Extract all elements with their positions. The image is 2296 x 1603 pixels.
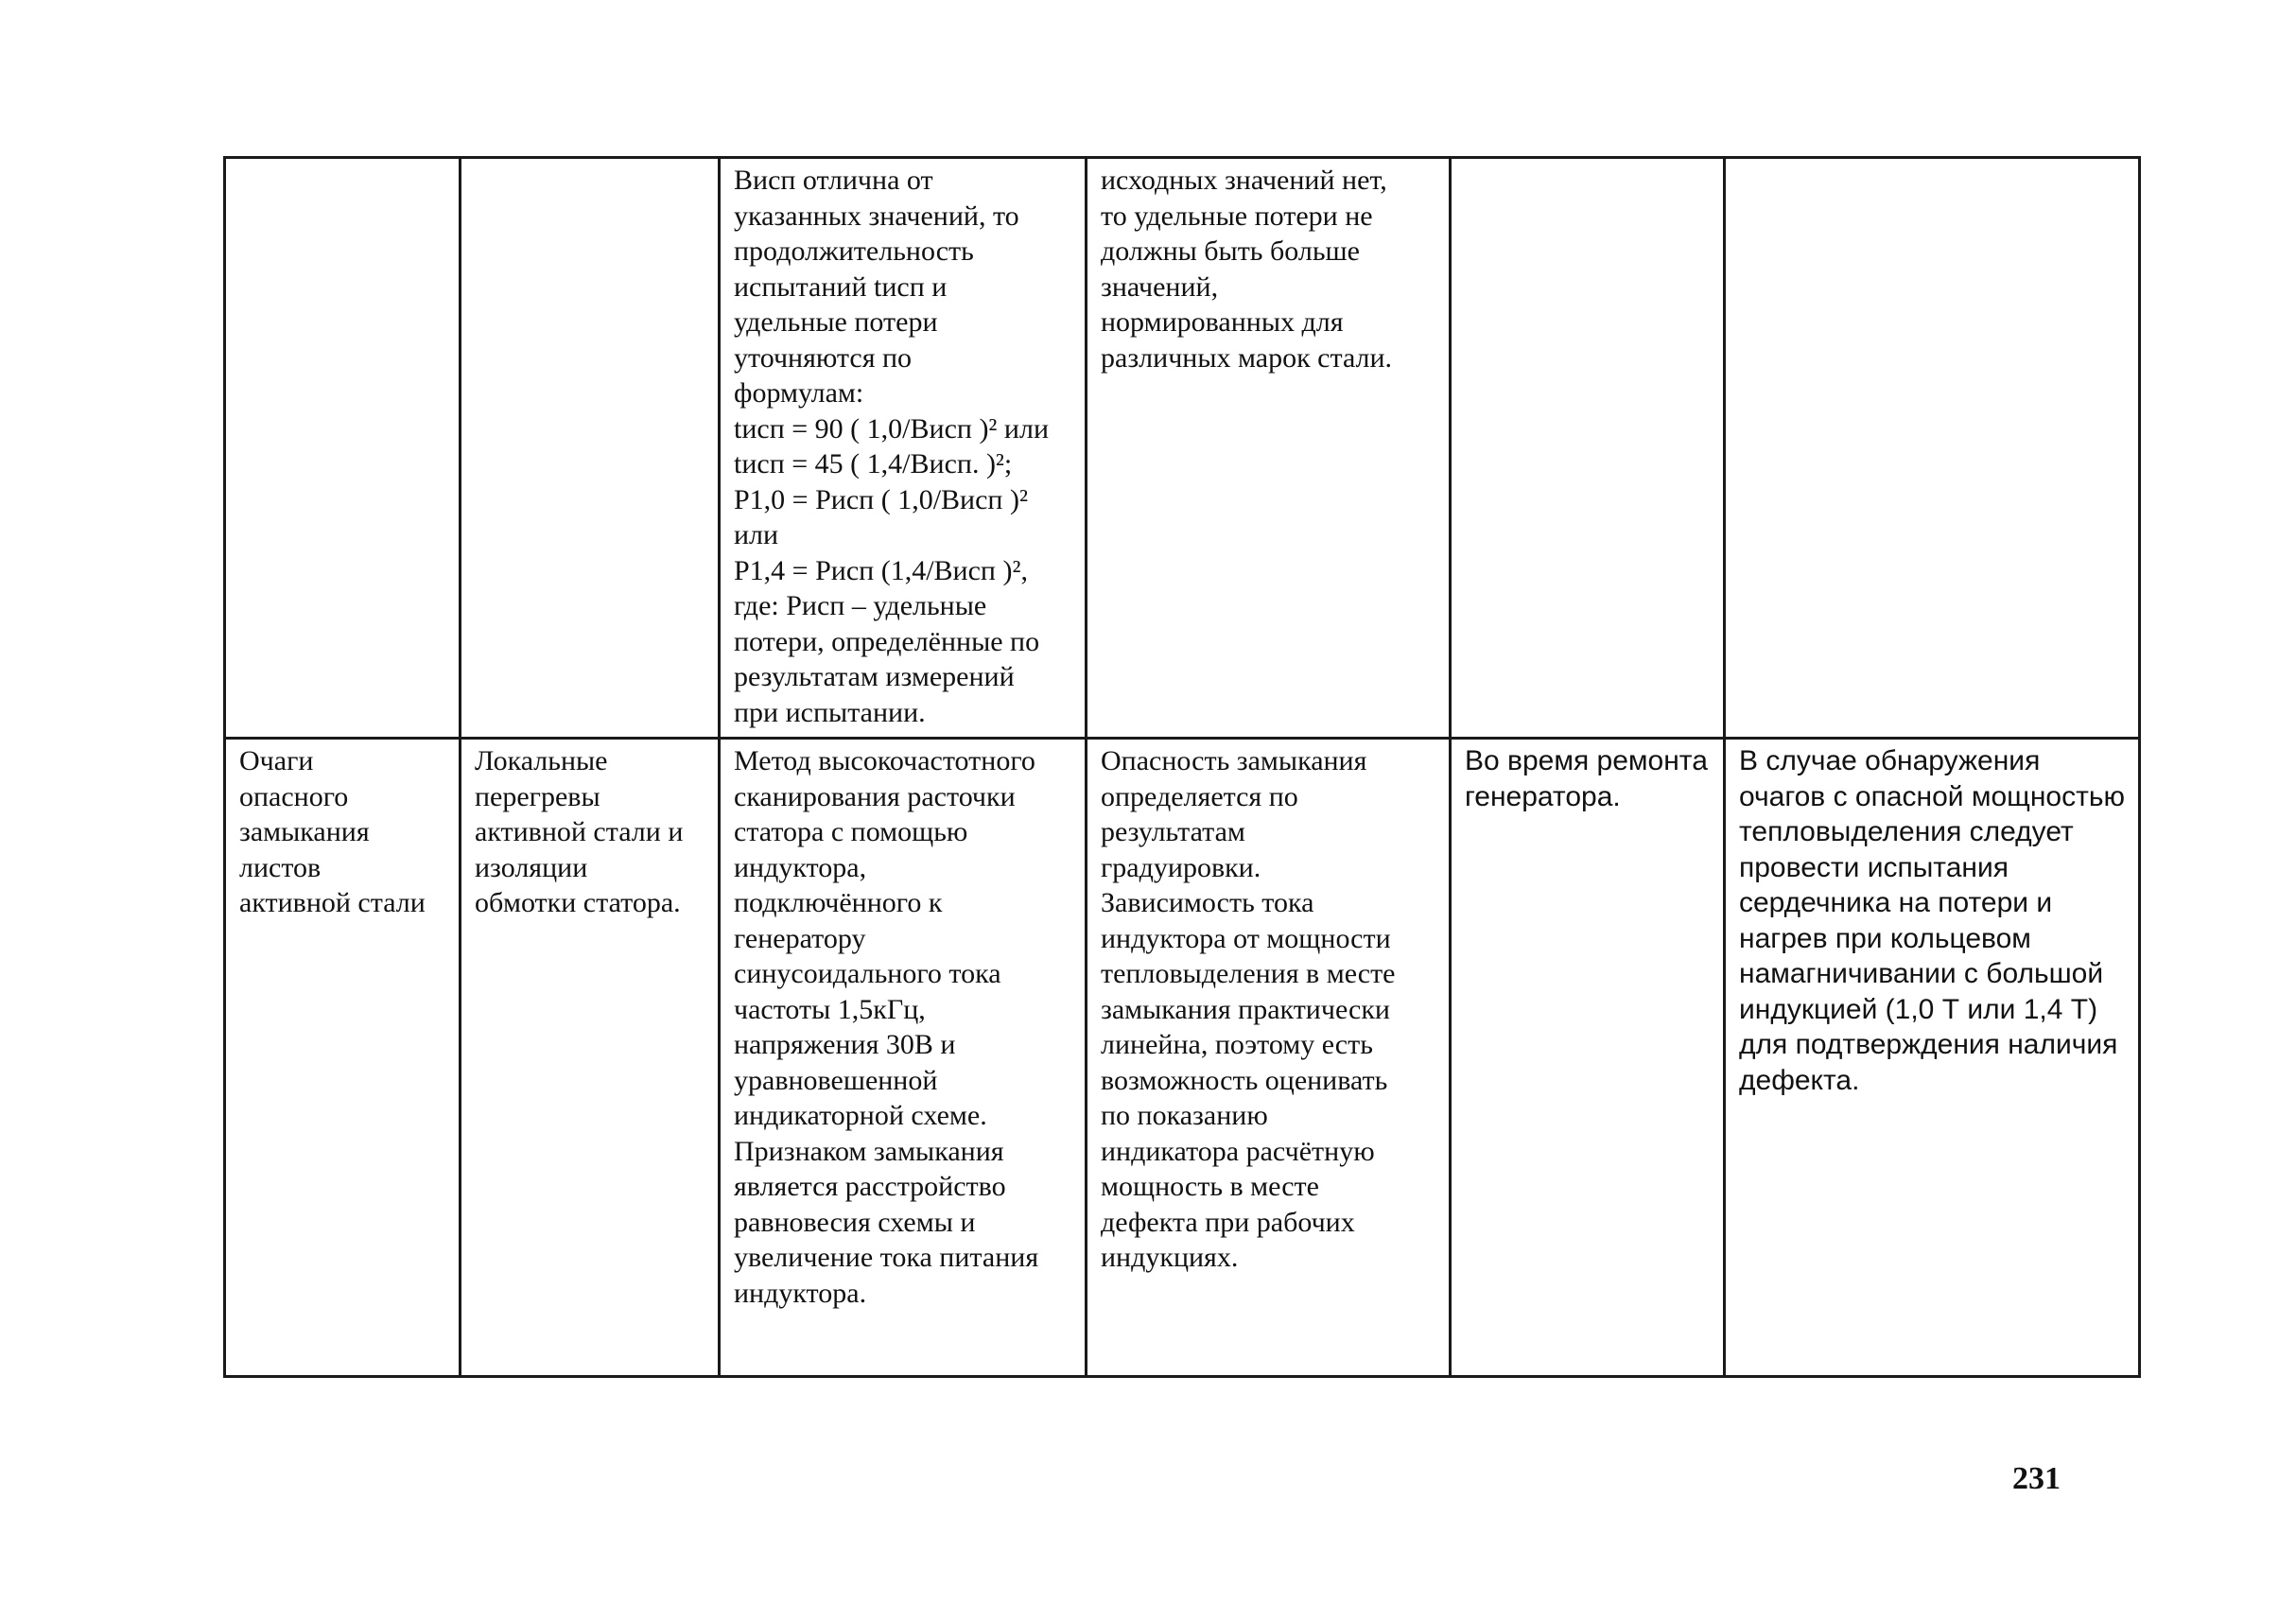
table-cell-notes [1725, 739, 2140, 1377]
table-cell-method [720, 739, 1087, 1377]
table-cell-object [225, 739, 461, 1377]
table-cell-notes [1725, 158, 2140, 739]
table-cell-timing [1451, 158, 1725, 739]
cell-text: Очаги опасного замыкания листов активной стали [239, 745, 426, 918]
requirements-table [223, 156, 2141, 1378]
table-row [225, 158, 2140, 739]
table-row [225, 739, 2140, 1377]
cell-text: Локальные перегревы активной стали и изоляции обмотки статора. [475, 745, 684, 918]
table-cell-defect [461, 158, 720, 739]
table-cell-criteria [1087, 158, 1451, 739]
cell-text: Во время ремонта генератора. [1465, 745, 1708, 812]
table-cell-criteria [1087, 739, 1451, 1377]
table-cell-defect [461, 739, 720, 1377]
page-number: 231 [2012, 1461, 2061, 1496]
cell-text: исходных значений нет, то удельные потери не должны быть больше значений, нормированных для различных марок стали. [1101, 165, 1393, 374]
cell-text: Опасность замыкания определяется по результатам градуировки. Зависимость тока индуктора от мощности тепловыделения в месте замыкания практически линейна, поэтому есть возможность оценивать по показанию индикатора расчётную мощность в месте дефекта при рабочих индукциях. [1101, 745, 1396, 1273]
cell-text: В случае обнаружения очагов с опасной мощностью тепловыделения следует провести испытания сердечника на потери и нагрев при кольцевом намагничивании с большой индукцией (1,0 Т или 1,4 Т) для подтверждения наличия дефекта. [1739, 745, 2125, 1096]
table-cell-object [225, 158, 461, 739]
cell-text: Метод высокочастотного сканирования расточки статора с помощью индуктора, подключённого к генератору синусоидального тока частоты 1,5кГц, напряжения 30В и уравновешенной индикаторной схеме. Признаком замыкания является расстройство равновесия схемы и увеличение тока питания индуктора. [734, 745, 1039, 1309]
cell-text: Bисп отлична от указанных значений, то продолжительность испытаний tисп и удельные потери уточняются по формулам: tисп = 90 ( 1,0/Bисп )² или tисп = 45 ( 1,4/Bисп. )²; P1,0 = Pисп ( 1,0/Bисп )² или P1,4 = Pисп (1,4/Bисп )², где: Pисп – удельные потери, определённые по результатам измерений при испытании. [734, 165, 1050, 728]
table-cell-method [720, 158, 1087, 739]
table-cell-timing [1451, 739, 1725, 1377]
